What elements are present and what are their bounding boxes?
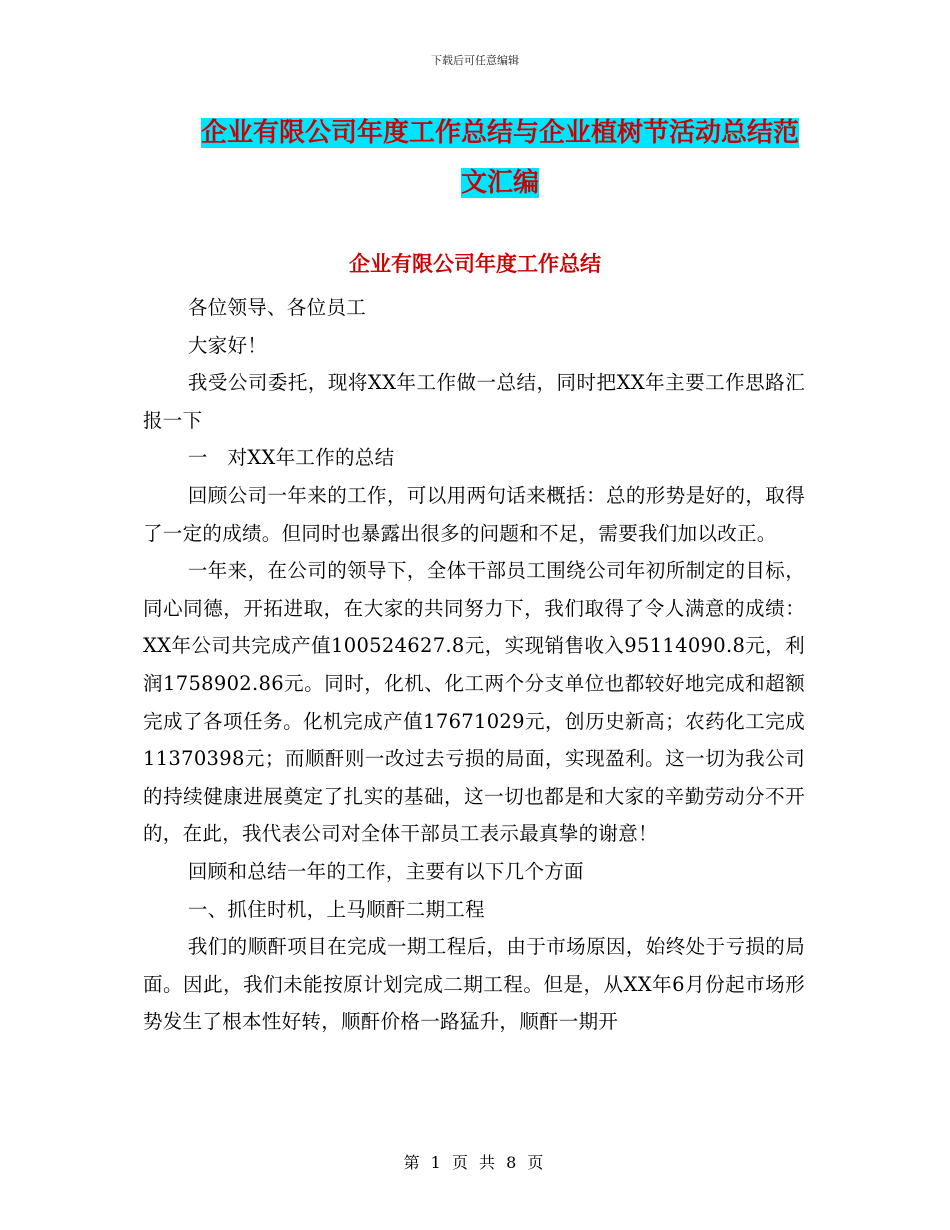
section-title: 企业有限公司年度工作总结 <box>349 252 601 276</box>
paragraph: 大家好！ <box>187 333 268 357</box>
page-footer: 第 1 页 共 8 页 <box>403 1153 547 1172</box>
paragraph: 回顾公司一年来的工作，可以用两句话来概括：总的形势是好的，取得了一定的成绩。但同时也暴露出很多的问题和不足，需要我们加以改正。 <box>143 483 805 545</box>
paragraph: 各位领导、各位员工 <box>187 296 367 319</box>
paragraph: 一 对XX年工作的总结 <box>187 446 395 470</box>
paragraph: 我们的顺酐项目在完成一期工程后，由于市场原因，始终处于亏损的局面。因此，我们未能按原计划完成二期工程。但是，从XX年6月份起市场形势发生了根本性好转，顺酐价格一路猛升，顺酐一期开 <box>143 935 805 1034</box>
paragraph: 我受公司委托，现将XX年工作做一总结，同时把XX年主要工作思路汇报一下 <box>143 371 805 432</box>
paragraph: 回顾和总结一年的工作，主要有以下几个方面 <box>187 859 584 883</box>
paragraph: 一年来，在公司的领导下，全体干部员工围绕公司年初所制定的目标，同心同德，开拓进取，在大家的共同努力下，我们取得了令人满意的成绩：XX年公司共完成产值100524627.8元，实现销售收入95114090.8元，利润1758902.86元。同时，化机、化工两个分支单位也都较好地完成和超额完成了各项任务。化机完成产值17671029元，创历史新高；农药化工完成11370398元；而顺酐则一改过去亏损的局面，实现盈利。这一切为我公司的持续健康进展奠定了扎实的基础，这一切也都是和大家的辛勤劳动分不开的，在此，我代表公司对全体干部员工表示最真挚的谢意！ <box>143 559 805 846</box>
paragraph: 一、抓住时机，上马顺酐二期工程 <box>187 897 485 921</box>
document-title-text: 企业有限公司年度工作总结与企业植树节活动总结范文汇编 <box>200 118 799 198</box>
document-body <box>143 289 805 1041</box>
page-header-note: 下载后可任意编辑 <box>431 54 519 67</box>
document-title <box>190 108 810 208</box>
